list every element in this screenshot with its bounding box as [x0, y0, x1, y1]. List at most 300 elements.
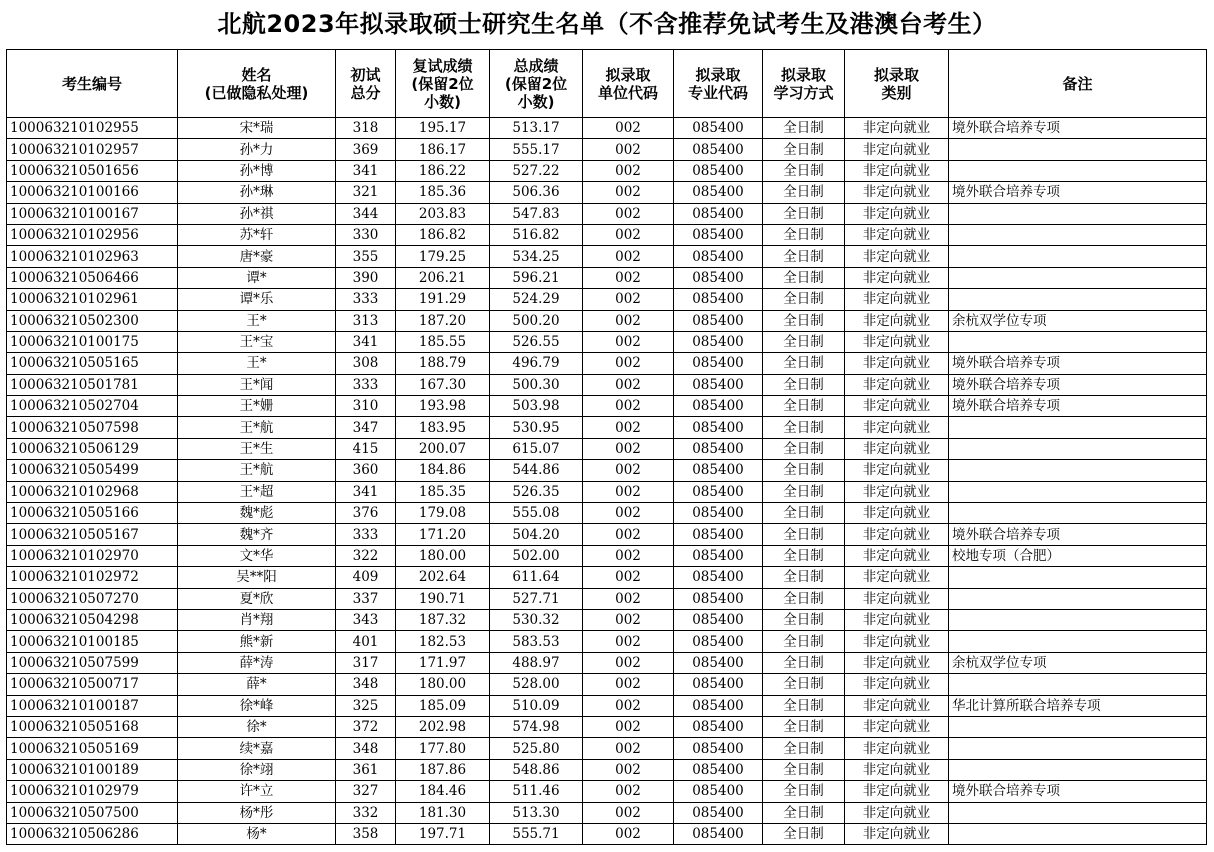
candidate-name-cell: 文*华 [178, 545, 336, 566]
candidate-id-cell: 100063210505167 [7, 524, 178, 545]
remark-cell [949, 823, 1207, 844]
major-code-cell: 085400 [674, 417, 763, 438]
unit-code-cell: 002 [583, 139, 674, 160]
unit-code-cell: 002 [583, 781, 674, 802]
total-score-cell: 555.17 [490, 139, 583, 160]
candidate-id-cell: 100063210506466 [7, 267, 178, 288]
column-header-line: 小数) [424, 92, 461, 111]
major-code-cell: 085400 [674, 331, 763, 352]
candidate-name-cell: 薛* [178, 674, 336, 695]
unit-code-cell: 002 [583, 481, 674, 502]
prelim-score-cell: 358 [336, 823, 396, 844]
column-header-line: 拟录取 [780, 65, 826, 84]
major-code-cell: 085400 [674, 759, 763, 780]
admission-category-cell: 非定向就业 [845, 524, 949, 545]
admission-category-cell: 非定向就业 [845, 139, 949, 160]
column-header-line: 总成绩 [513, 56, 559, 75]
study-mode-cell: 全日制 [763, 567, 845, 588]
candidate-id-cell: 100063210505166 [7, 503, 178, 524]
admission-category-cell: 非定向就业 [845, 545, 949, 566]
unit-code-cell: 002 [583, 545, 674, 566]
major-code-cell: 085400 [674, 118, 763, 139]
unit-code-cell: 002 [583, 374, 674, 395]
total-score-cell: 511.46 [490, 781, 583, 802]
remark-cell [949, 802, 1207, 823]
study-mode-cell: 全日制 [763, 139, 845, 160]
major-code-cell: 085400 [674, 246, 763, 267]
unit-code-cell: 002 [583, 438, 674, 459]
unit-code-cell: 002 [583, 631, 674, 652]
retest-score-cell: 182.53 [396, 631, 490, 652]
study-mode-cell: 全日制 [763, 738, 845, 759]
table-row [7, 674, 1207, 695]
candidate-name-cell: 吴**阳 [178, 567, 336, 588]
candidate-name-cell: 徐*峰 [178, 695, 336, 716]
column-header-line: (已做隐私处理) [204, 83, 309, 102]
study-mode-cell: 全日制 [763, 203, 845, 224]
major-code-cell: 085400 [674, 182, 763, 203]
column-header-line: 复试成绩 [412, 56, 473, 75]
column-header [949, 50, 1207, 118]
candidate-name-cell: 魏*彪 [178, 503, 336, 524]
major-code-cell: 085400 [674, 609, 763, 630]
unit-code-cell: 002 [583, 289, 674, 310]
remark-cell [949, 716, 1207, 737]
remark-cell [949, 674, 1207, 695]
admission-category-cell: 非定向就业 [845, 374, 949, 395]
major-code-cell: 085400 [674, 139, 763, 160]
major-code-cell: 085400 [674, 738, 763, 759]
remark-cell: 余杭双学位专项 [949, 310, 1207, 331]
candidate-name-cell: 宋*瑞 [178, 118, 336, 139]
column-header-line: 总分 [350, 83, 381, 102]
column-header [845, 50, 949, 118]
column-header-line: 考生编号 [61, 74, 122, 93]
prelim-score-cell: 409 [336, 567, 396, 588]
unit-code-cell: 002 [583, 460, 674, 481]
candidate-id-cell: 100063210100185 [7, 631, 178, 652]
prelim-score-cell: 333 [336, 524, 396, 545]
table-row [7, 802, 1207, 823]
admission-category-cell: 非定向就业 [845, 417, 949, 438]
document-title: 北航2023年拟录取硕士研究生名单（不含推荐免试考生及港澳台考生） [217, 10, 997, 38]
column-header [674, 50, 763, 118]
table-row [7, 182, 1207, 203]
retest-score-cell: 187.32 [396, 609, 490, 630]
prelim-score-cell: 348 [336, 674, 396, 695]
prelim-score-cell: 390 [336, 267, 396, 288]
candidate-id-cell: 100063210102955 [7, 118, 178, 139]
total-score-cell: 548.86 [490, 759, 583, 780]
candidate-name-cell: 魏*齐 [178, 524, 336, 545]
total-score-cell: 513.30 [490, 802, 583, 823]
study-mode-cell: 全日制 [763, 503, 845, 524]
admission-category-cell: 非定向就业 [845, 203, 949, 224]
table-row [7, 823, 1207, 844]
column-header-line: 单位代码 [597, 83, 658, 102]
remark-cell [949, 417, 1207, 438]
table-row [7, 781, 1207, 802]
total-score-cell: 530.32 [490, 609, 583, 630]
retest-score-cell: 185.35 [396, 481, 490, 502]
retest-score-cell: 167.30 [396, 374, 490, 395]
study-mode-cell: 全日制 [763, 716, 845, 737]
column-header-line: (保留2位 [411, 74, 474, 93]
unit-code-cell: 002 [583, 588, 674, 609]
total-score-cell: 555.71 [490, 823, 583, 844]
remark-cell [949, 246, 1207, 267]
candidate-id-cell: 100063210507598 [7, 417, 178, 438]
prelim-score-cell: 376 [336, 503, 396, 524]
candidate-id-cell: 100063210505499 [7, 460, 178, 481]
total-score-cell: 500.30 [490, 374, 583, 395]
table-row [7, 203, 1207, 224]
retest-score-cell: 206.21 [396, 267, 490, 288]
major-code-cell: 085400 [674, 716, 763, 737]
study-mode-cell: 全日制 [763, 802, 845, 823]
major-code-cell: 085400 [674, 203, 763, 224]
retest-score-cell: 202.64 [396, 567, 490, 588]
candidate-id-cell: 100063210100189 [7, 759, 178, 780]
remark-cell [949, 588, 1207, 609]
major-code-cell: 085400 [674, 802, 763, 823]
retest-score-cell: 193.98 [396, 396, 490, 417]
candidate-name-cell: 杨*彤 [178, 802, 336, 823]
candidate-name-cell: 徐*翊 [178, 759, 336, 780]
study-mode-cell: 全日制 [763, 631, 845, 652]
prelim-score-cell: 330 [336, 224, 396, 245]
admission-category-cell: 非定向就业 [845, 396, 949, 417]
admission-category-cell: 非定向就业 [845, 503, 949, 524]
remark-cell: 境外联合培养专项 [949, 524, 1207, 545]
total-score-cell: 534.25 [490, 246, 583, 267]
unit-code-cell: 002 [583, 396, 674, 417]
admission-category-cell: 非定向就业 [845, 802, 949, 823]
admission-category-cell: 非定向就业 [845, 609, 949, 630]
prelim-score-cell: 317 [336, 652, 396, 673]
table-body [7, 118, 1207, 845]
retest-score-cell: 186.17 [396, 139, 490, 160]
admission-category-cell: 非定向就业 [845, 695, 949, 716]
total-score-cell: 530.95 [490, 417, 583, 438]
prelim-score-cell: 341 [336, 331, 396, 352]
major-code-cell: 085400 [674, 781, 763, 802]
candidate-name-cell: 杨* [178, 823, 336, 844]
column-header [490, 50, 583, 118]
total-score-cell: 547.83 [490, 203, 583, 224]
prelim-score-cell: 344 [336, 203, 396, 224]
prelim-score-cell: 322 [336, 545, 396, 566]
candidate-name-cell: 王* [178, 353, 336, 374]
candidate-name-cell: 孙*力 [178, 139, 336, 160]
retest-score-cell: 202.98 [396, 716, 490, 737]
major-code-cell: 085400 [674, 396, 763, 417]
admission-category-cell: 非定向就业 [845, 652, 949, 673]
table-row [7, 374, 1207, 395]
candidate-id-cell: 100063210102968 [7, 481, 178, 502]
total-score-cell: 524.29 [490, 289, 583, 310]
study-mode-cell: 全日制 [763, 438, 845, 459]
total-score-cell: 502.00 [490, 545, 583, 566]
unit-code-cell: 002 [583, 203, 674, 224]
study-mode-cell: 全日制 [763, 481, 845, 502]
prelim-score-cell: 308 [336, 353, 396, 374]
candidate-name-cell: 王* [178, 310, 336, 331]
unit-code-cell: 002 [583, 224, 674, 245]
total-score-cell: 500.20 [490, 310, 583, 331]
candidate-id-cell: 100063210501656 [7, 160, 178, 181]
total-score-cell: 611.64 [490, 567, 583, 588]
column-header-line: 拟录取 [605, 65, 651, 84]
candidate-id-cell: 100063210502704 [7, 396, 178, 417]
study-mode-cell: 全日制 [763, 417, 845, 438]
total-score-cell: 516.82 [490, 224, 583, 245]
retest-score-cell: 179.08 [396, 503, 490, 524]
prelim-score-cell: 332 [336, 802, 396, 823]
prelim-score-cell: 347 [336, 417, 396, 438]
remark-cell [949, 631, 1207, 652]
total-score-cell: 555.08 [490, 503, 583, 524]
admission-category-cell: 非定向就业 [845, 224, 949, 245]
candidate-name-cell: 孙*博 [178, 160, 336, 181]
remark-cell: 境外联合培养专项 [949, 118, 1207, 139]
study-mode-cell: 全日制 [763, 374, 845, 395]
total-score-cell: 526.55 [490, 331, 583, 352]
retest-score-cell: 203.83 [396, 203, 490, 224]
candidate-id-cell: 100063210506286 [7, 823, 178, 844]
unit-code-cell: 002 [583, 609, 674, 630]
major-code-cell: 085400 [674, 823, 763, 844]
table-row [7, 246, 1207, 267]
major-code-cell: 085400 [674, 695, 763, 716]
admission-category-cell: 非定向就业 [845, 353, 949, 374]
unit-code-cell: 002 [583, 310, 674, 331]
candidate-name-cell: 薛*涛 [178, 652, 336, 673]
candidate-id-cell: 100063210505168 [7, 716, 178, 737]
table-row [7, 588, 1207, 609]
candidate-name-cell: 唐*豪 [178, 246, 336, 267]
unit-code-cell: 002 [583, 246, 674, 267]
table-row [7, 759, 1207, 780]
unit-code-cell: 002 [583, 417, 674, 438]
study-mode-cell: 全日制 [763, 396, 845, 417]
remark-cell [949, 460, 1207, 481]
column-header-line: (保留2位 [504, 74, 568, 93]
major-code-cell: 085400 [674, 524, 763, 545]
candidate-id-cell: 100063210505165 [7, 353, 178, 374]
remark-cell [949, 203, 1207, 224]
retest-score-cell: 195.17 [396, 118, 490, 139]
candidate-id-cell: 100063210505169 [7, 738, 178, 759]
total-score-cell: 525.80 [490, 738, 583, 759]
study-mode-cell: 全日制 [763, 545, 845, 566]
column-header-line: 学习方式 [773, 83, 834, 102]
admission-category-cell: 非定向就业 [845, 631, 949, 652]
candidate-name-cell: 王*生 [178, 438, 336, 459]
admission-category-cell: 非定向就业 [845, 759, 949, 780]
candidate-id-cell: 100063210502300 [7, 310, 178, 331]
major-code-cell: 085400 [674, 503, 763, 524]
retest-score-cell: 186.22 [396, 160, 490, 181]
total-score-cell: 527.22 [490, 160, 583, 181]
table-row [7, 545, 1207, 566]
major-code-cell: 085400 [674, 567, 763, 588]
retest-score-cell: 177.80 [396, 738, 490, 759]
study-mode-cell: 全日制 [763, 674, 845, 695]
column-header [178, 50, 336, 118]
remark-cell [949, 139, 1207, 160]
candidate-name-cell: 王*闻 [178, 374, 336, 395]
admission-category-cell: 非定向就业 [845, 781, 949, 802]
column-header-line: 专业代码 [687, 83, 748, 102]
column-header-line: 姓名 [241, 65, 272, 84]
remark-cell: 华北计算所联合培养专项 [949, 695, 1207, 716]
total-score-cell: 504.20 [490, 524, 583, 545]
table-row [7, 652, 1207, 673]
study-mode-cell: 全日制 [763, 823, 845, 844]
total-score-cell: 503.98 [490, 396, 583, 417]
candidate-id-cell: 100063210100166 [7, 182, 178, 203]
study-mode-cell: 全日制 [763, 160, 845, 181]
admission-category-cell: 非定向就业 [845, 823, 949, 844]
retest-score-cell: 187.20 [396, 310, 490, 331]
admission-category-cell: 非定向就业 [845, 588, 949, 609]
major-code-cell: 085400 [674, 481, 763, 502]
retest-score-cell: 179.25 [396, 246, 490, 267]
major-code-cell: 085400 [674, 674, 763, 695]
column-header [336, 50, 396, 118]
prelim-score-cell: 313 [336, 310, 396, 331]
unit-code-cell: 002 [583, 823, 674, 844]
total-score-cell: 526.35 [490, 481, 583, 502]
retest-score-cell: 185.09 [396, 695, 490, 716]
candidate-name-cell: 续*嘉 [178, 738, 336, 759]
major-code-cell: 085400 [674, 631, 763, 652]
admission-category-cell: 非定向就业 [845, 567, 949, 588]
retest-score-cell: 180.00 [396, 545, 490, 566]
candidate-id-cell: 100063210102970 [7, 545, 178, 566]
study-mode-cell: 全日制 [763, 289, 845, 310]
remark-cell [949, 267, 1207, 288]
prelim-score-cell: 361 [336, 759, 396, 780]
table-row [7, 438, 1207, 459]
prelim-score-cell: 333 [336, 289, 396, 310]
remark-cell [949, 289, 1207, 310]
table-row [7, 481, 1207, 502]
remark-cell: 校地专项（合肥） [949, 545, 1207, 566]
admission-category-cell: 非定向就业 [845, 246, 949, 267]
unit-code-cell: 002 [583, 759, 674, 780]
study-mode-cell: 全日制 [763, 759, 845, 780]
major-code-cell: 085400 [674, 374, 763, 395]
remark-cell [949, 160, 1207, 181]
column-header [763, 50, 845, 118]
major-code-cell: 085400 [674, 588, 763, 609]
retest-score-cell: 185.36 [396, 182, 490, 203]
remark-cell [949, 738, 1207, 759]
study-mode-cell: 全日制 [763, 695, 845, 716]
study-mode-cell: 全日制 [763, 588, 845, 609]
table-row [7, 353, 1207, 374]
column-header-line: 备注 [1062, 74, 1093, 93]
prelim-score-cell: 333 [336, 374, 396, 395]
admission-category-cell: 非定向就业 [845, 267, 949, 288]
table-row [7, 224, 1207, 245]
remark-cell: 境外联合培养专项 [949, 374, 1207, 395]
retest-score-cell: 200.07 [396, 438, 490, 459]
retest-score-cell: 180.00 [396, 674, 490, 695]
major-code-cell: 085400 [674, 267, 763, 288]
study-mode-cell: 全日制 [763, 224, 845, 245]
admission-category-cell: 非定向就业 [845, 331, 949, 352]
candidate-id-cell: 100063210100167 [7, 203, 178, 224]
total-score-cell: 583.53 [490, 631, 583, 652]
table-row [7, 396, 1207, 417]
candidate-name-cell: 谭*乐 [178, 289, 336, 310]
candidate-name-cell: 王*航 [178, 460, 336, 481]
remark-cell: 余杭双学位专项 [949, 652, 1207, 673]
candidate-name-cell: 谭* [178, 267, 336, 288]
table-row [7, 460, 1207, 481]
retest-score-cell: 185.55 [396, 331, 490, 352]
candidate-name-cell: 王*超 [178, 481, 336, 502]
candidate-name-cell: 王*宝 [178, 331, 336, 352]
unit-code-cell: 002 [583, 331, 674, 352]
candidate-id-cell: 100063210102956 [7, 224, 178, 245]
remark-cell [949, 331, 1207, 352]
retest-score-cell: 171.20 [396, 524, 490, 545]
candidate-id-cell: 100063210102963 [7, 246, 178, 267]
retest-score-cell: 188.79 [396, 353, 490, 374]
major-code-cell: 085400 [674, 353, 763, 374]
study-mode-cell: 全日制 [763, 609, 845, 630]
remark-cell: 境外联合培养专项 [949, 182, 1207, 203]
study-mode-cell: 全日制 [763, 331, 845, 352]
unit-code-cell: 002 [583, 118, 674, 139]
unit-code-cell: 002 [583, 503, 674, 524]
table-row [7, 139, 1207, 160]
admission-category-cell: 非定向就业 [845, 118, 949, 139]
table-row [7, 160, 1207, 181]
candidate-id-cell: 100063210102961 [7, 289, 178, 310]
candidate-id-cell: 100063210100187 [7, 695, 178, 716]
total-score-cell: 488.97 [490, 652, 583, 673]
major-code-cell: 085400 [674, 289, 763, 310]
prelim-score-cell: 310 [336, 396, 396, 417]
prelim-score-cell: 318 [336, 118, 396, 139]
table-row [7, 524, 1207, 545]
total-score-cell: 527.71 [490, 588, 583, 609]
table-row [7, 267, 1207, 288]
prelim-score-cell: 360 [336, 460, 396, 481]
major-code-cell: 085400 [674, 545, 763, 566]
prelim-score-cell: 372 [336, 716, 396, 737]
admission-category-cell: 非定向就业 [845, 460, 949, 481]
candidate-id-cell: 100063210500717 [7, 674, 178, 695]
study-mode-cell: 全日制 [763, 118, 845, 139]
unit-code-cell: 002 [583, 524, 674, 545]
study-mode-cell: 全日制 [763, 652, 845, 673]
study-mode-cell: 全日制 [763, 781, 845, 802]
admission-category-cell: 非定向就业 [845, 716, 949, 737]
candidate-id-cell: 100063210100175 [7, 331, 178, 352]
retest-score-cell: 197.71 [396, 823, 490, 844]
candidate-id-cell: 100063210507270 [7, 588, 178, 609]
unit-code-cell: 002 [583, 716, 674, 737]
unit-code-cell: 002 [583, 160, 674, 181]
admission-category-cell: 非定向就业 [845, 674, 949, 695]
study-mode-cell: 全日制 [763, 524, 845, 545]
